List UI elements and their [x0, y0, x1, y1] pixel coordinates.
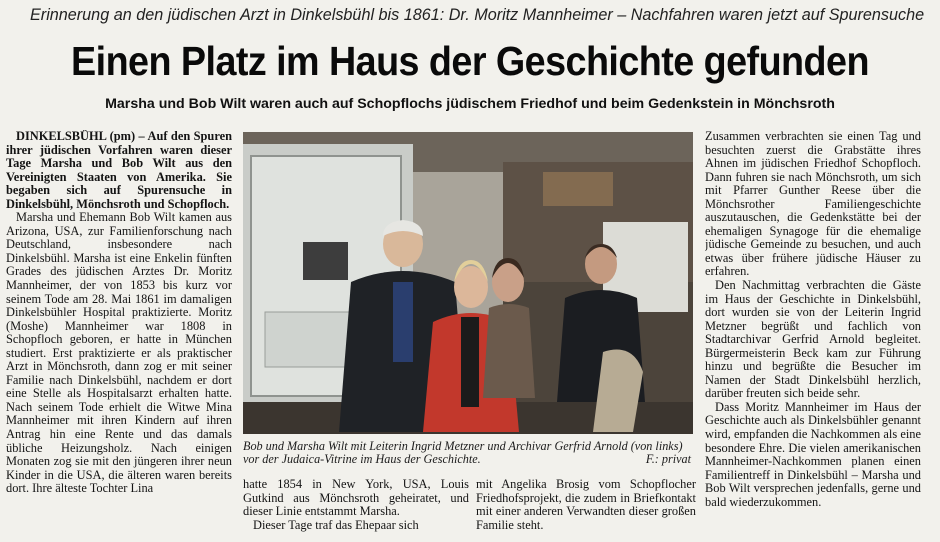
- subheadline: Marsha und Bob Wilt waren auch auf Schopflochs jüdischem Friedhof und beim Gedenkstein in Mönchsroth: [105, 96, 835, 112]
- article-lead: DINKELSBÜHL (pm) – Auf den Spuren ihrer jüdischen Vorfahren waren dieser Tage Marsha und Bob Wilt aus den Vereinigten Staaten von Amerika. Sie begaben sich auf Spurensuche in Dinkelsbühl, Mönchsroth und Schopfloch.: [6, 130, 232, 211]
- museum-group-photo: [243, 132, 693, 434]
- article-paragraph: Dass Moritz Mannheimer im Haus der Geschichte auch als Dinkelsbühler genannt wird, empfanden die Nachkommen als eine besondere Ehre. Die vielen amerikanischen Mannheimer-Nachkommen planen einen Familientreff in Dinkelsbühl – Marsha und Bob Wilt versprechen jedenfalls, gerne und bald wiederzukommen.: [705, 399, 921, 509]
- article-paragraph: hatte 1854 in New York, USA, Louis Gutkind aus Mönchsroth geheiratet, und dieser Linie entstammt Marsha.: [243, 478, 469, 519]
- article-column-2: [243, 478, 469, 536]
- article-paragraph: Zusammen verbrachten sie einen Tag und besuchten zuerst die Grabstätte ihres Ahnen im jüdischen Friedhof Schopfloch. Dann fuhren sie nach Mönchsroth, um sich mit Pfarrer Gunther Reese über die Mönchsrother Familiengeschichte auszutauschen, die Gedenkstätte bei der ehemaligen Synagoge für die ehemalige jüdische Gemeinde zu besuchen, und auch etwas über frühere jüdische Häuser zu erfahren.: [705, 130, 921, 279]
- article-column-1: [6, 130, 232, 534]
- kicker-line: Erinnerung an den jüdischen Arzt in Dinkelsbühl bis 1861: Dr. Moritz Mannheimer – Nachfahren waren jetzt auf Spurensuche: [30, 6, 925, 24]
- article-paragraph: Marsha und Ehemann Bob Wilt kamen aus Arizona, USA, zur Familienforschung nach Deutschland, insbesondere nach Dinkelsbühl. Marsha ist eine Enkelin fünften Grades des jüdischen Arztes Dr. Moritz Mannheimer, der von 1853 bis kurz vor seinem Tode am 28. Mai 1861 im damaligen Dinkelsbühler Hospital praktizierte. Moritz (Moshe) Mannheimer war 1808 in Schopfloch geboren, er hatte in München studiert. Erst praktizierte er als praktischer Arzt in Mönchsroth, dann zog er mit seiner Familie nach Dinkelsbühl, nachdem er dort eine Stelle als Hospitalsarzt erhalten hatte. Nach seinem Tode erhielt die Witwe Mina Mannheimer mit ihren Kindern auf ihren Antrag hin eine Rente und das damals übliche Heizungsholz. Nach einigen Monaten zog sie mit den jüngeren ihrer neun Kinder in die USA, die älteren waren bereits dort. Ihre älteste Tochter Lina: [6, 210, 232, 496]
- article-paragraph: mit Angelika Brosig vom Schopflocher Friedhofsprojekt, die zudem in Briefkontakt mit einer anderen Verwandten dieser großen Familie steht.: [476, 478, 696, 532]
- article-photo: [243, 132, 693, 434]
- photo-caption: [243, 440, 693, 467]
- article-column-3: [476, 478, 696, 536]
- article-column-4: [705, 130, 921, 534]
- caption-text: Bob und Marsha Wilt mit Leiterin Ingrid Metzner und Archivar Gerfrid Arnold (von links) vor der Judaica-Vitrine im Haus der Geschichte.: [243, 439, 683, 467]
- headline: Einen Platz im Haus der Geschichte gefunden: [71, 38, 869, 84]
- article-paragraph: Dieser Tage traf das Ehepaar sich: [253, 517, 419, 532]
- article-paragraph: Den Nachmittag verbrachten die Gäste im Haus der Geschichte in Dinkelsbühl, dort wurden sie von der Leiterin Ingrid Metzner begrüßt und fachlich von Stadtarchivar Gerfrid Arnold begleitet. Bürgermeisterin Beck kam zur Führung hinzu und begrüßte die Besucher im Namen der Stadt Dinkelsbühl herzlich, darüber freuten sich beide sehr.: [705, 278, 921, 401]
- photo-credit: F.: privat: [645, 452, 691, 467]
